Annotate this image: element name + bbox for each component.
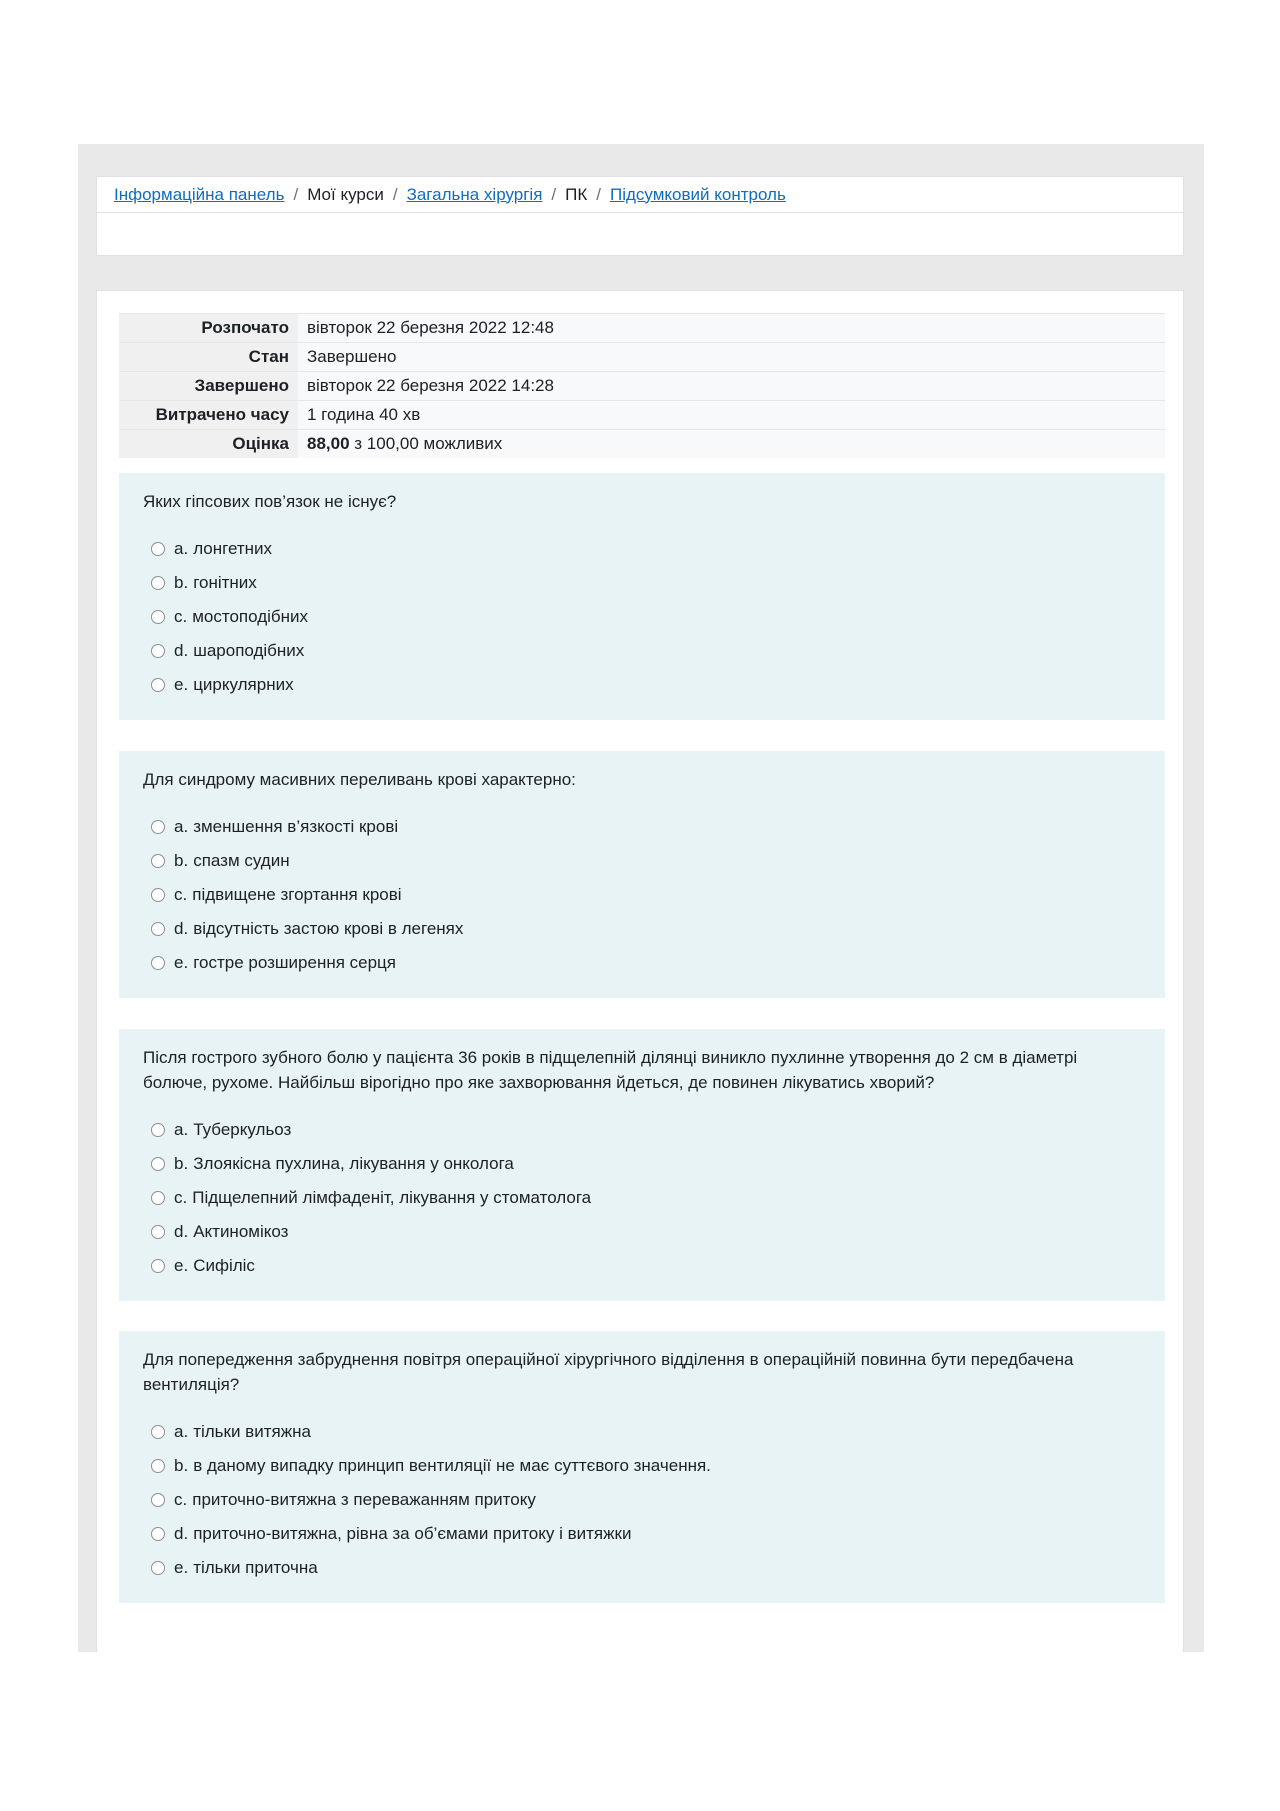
- radio-button[interactable]: [151, 1459, 165, 1473]
- answer-letter: a.: [174, 1120, 189, 1139]
- question-text: Для синдрому масивних переливань крові характерно:: [143, 770, 576, 789]
- answer-option[interactable]: [143, 634, 1141, 668]
- answer-text: мостоподібних: [192, 607, 309, 626]
- summary-value: 1 година 40 хв: [298, 401, 1165, 430]
- page-region: [78, 144, 1204, 1652]
- radio-button[interactable]: [151, 1123, 165, 1137]
- answer-option[interactable]: [143, 1113, 1141, 1147]
- answer-option[interactable]: [143, 810, 1141, 844]
- answer-letter: d.: [174, 919, 189, 938]
- answer-letter: d.: [174, 1222, 189, 1241]
- radio-button[interactable]: [151, 644, 165, 658]
- answer-text: тільки приточна: [193, 1558, 318, 1577]
- breadcrumb: [97, 177, 1183, 213]
- answer-text: спазм судин: [193, 851, 290, 870]
- question-card: [119, 1331, 1165, 1603]
- answer-letter: b.: [174, 1154, 189, 1173]
- radio-button[interactable]: [151, 956, 165, 970]
- summary-value: [298, 430, 1165, 459]
- answer-letter: a.: [174, 817, 189, 836]
- radio-button[interactable]: [151, 542, 165, 556]
- attempt-summary-table: [119, 313, 1165, 458]
- answer-text: зменшення в’язкості крові: [193, 817, 399, 836]
- answer-option[interactable]: [143, 1249, 1141, 1283]
- answer-text: Злоякісна пухлина, лікування у онколога: [193, 1154, 514, 1173]
- summary-label: Витрачено часу: [119, 401, 298, 430]
- summary-value: Завершено: [298, 343, 1165, 372]
- answer-option[interactable]: [143, 1517, 1141, 1551]
- answer-letter: b.: [174, 851, 189, 870]
- answer-letter: b.: [174, 1456, 189, 1475]
- breadcrumb-section: ПК: [565, 184, 588, 204]
- breadcrumb-my-courses: Мої курси: [307, 184, 384, 204]
- answer-text: приточно-витяжна, рівна за об’ємами притоку і витяжки: [193, 1524, 632, 1543]
- answer-text: Актиномікоз: [193, 1222, 289, 1241]
- radio-button[interactable]: [151, 854, 165, 868]
- answer-option[interactable]: [143, 878, 1141, 912]
- radio-button[interactable]: [151, 678, 165, 692]
- answer-option[interactable]: [143, 1215, 1141, 1249]
- answer-option[interactable]: [143, 600, 1141, 634]
- question-text: Після гострого зубного болю у пацієнта 36 років в підщелепній ділянці виникло пухлинне утворення до 2 см в діаметрі болюче, рухоме. Найбільш вірогідно про яке захворювання йдеться, де повинен лікуватись хворий?: [143, 1048, 1078, 1092]
- summary-value: вівторок 22 березня 2022 14:28: [298, 372, 1165, 401]
- answer-text: підвищене згортання крові: [192, 885, 402, 904]
- answer-text: Підщелепний лімфаденіт, лікування у стоматолога: [192, 1188, 592, 1207]
- breadcrumb-dashboard-link[interactable]: Інформаційна панель: [114, 184, 285, 204]
- answer-text: гонітних: [193, 573, 257, 592]
- summary-label: Розпочато: [119, 314, 298, 343]
- breadcrumb-separator: /: [551, 184, 557, 204]
- radio-button[interactable]: [151, 888, 165, 902]
- answer-letter: d.: [174, 1524, 189, 1543]
- answer-text: Сифіліс: [193, 1256, 255, 1275]
- radio-button[interactable]: [151, 1561, 165, 1575]
- answer-text: відсутність застою крові в легенях: [193, 919, 464, 938]
- answer-letter: e.: [174, 1558, 189, 1577]
- question-card: [119, 751, 1165, 998]
- answer-letter: c.: [174, 1188, 188, 1207]
- answer-text: приточно-витяжна з переважанням притоку: [192, 1490, 536, 1509]
- answer-option[interactable]: [143, 566, 1141, 600]
- summary-row-completed: [119, 372, 1165, 401]
- answer-letter: c.: [174, 885, 188, 904]
- radio-button[interactable]: [151, 1259, 165, 1273]
- quiz-review-content: [96, 290, 1184, 1652]
- breadcrumb-separator: /: [596, 184, 602, 204]
- breadcrumb-separator: /: [293, 184, 299, 204]
- answer-text: Туберкульоз: [193, 1120, 292, 1139]
- summary-label: Завершено: [119, 372, 298, 401]
- answer-letter: c.: [174, 1490, 188, 1509]
- answer-text: гостре розширення серця: [193, 953, 397, 972]
- grade-score: 88,00: [307, 434, 350, 453]
- answer-option[interactable]: [143, 1551, 1141, 1585]
- answer-option[interactable]: [143, 912, 1141, 946]
- answer-option[interactable]: [143, 532, 1141, 566]
- question-text: Для попередження забруднення повітря операційної хірургічного відділення в операційній повинна бути передбачена вентиляція?: [143, 1350, 1074, 1394]
- answer-text: циркулярних: [193, 675, 294, 694]
- breadcrumb-separator: /: [392, 184, 398, 204]
- radio-button[interactable]: [151, 1425, 165, 1439]
- answer-letter: a.: [174, 539, 189, 558]
- answer-option[interactable]: [143, 946, 1141, 980]
- question-text: Яких гіпсових пов’язок не існує?: [143, 492, 397, 511]
- summary-row-state: [119, 343, 1165, 372]
- answer-option[interactable]: [143, 1147, 1141, 1181]
- radio-button[interactable]: [151, 1493, 165, 1507]
- breadcrumb-quiz-link[interactable]: Підсумковий контроль: [610, 184, 786, 204]
- page-header: [96, 176, 1184, 256]
- answer-option[interactable]: [143, 844, 1141, 878]
- answer-option[interactable]: [143, 1449, 1141, 1483]
- answer-letter: b.: [174, 573, 189, 592]
- radio-button[interactable]: [151, 610, 165, 624]
- radio-button[interactable]: [151, 922, 165, 936]
- answer-text: шароподібних: [193, 641, 305, 660]
- summary-label: Оцінка: [119, 430, 298, 459]
- answer-letter: e.: [174, 675, 189, 694]
- answer-option[interactable]: [143, 1483, 1141, 1517]
- answer-letter: d.: [174, 641, 189, 660]
- radio-button[interactable]: [151, 1191, 165, 1205]
- answer-letter: c.: [174, 607, 188, 626]
- answer-option[interactable]: [143, 1415, 1141, 1449]
- answer-letter: e.: [174, 1256, 189, 1275]
- radio-button[interactable]: [151, 1225, 165, 1239]
- summary-row-started: [119, 314, 1165, 343]
- answer-text: в даному випадку принцип вентиляції не має суттєвого значення.: [193, 1456, 711, 1475]
- answer-option[interactable]: [143, 1181, 1141, 1215]
- summary-row-time-taken: [119, 401, 1165, 430]
- answer-option[interactable]: [143, 668, 1141, 702]
- answer-letter: a.: [174, 1422, 189, 1441]
- radio-button[interactable]: [151, 1157, 165, 1171]
- radio-button[interactable]: [151, 576, 165, 590]
- summary-row-grade: [119, 430, 1165, 459]
- radio-button[interactable]: [151, 820, 165, 834]
- question-card: [119, 1029, 1165, 1301]
- summary-label: Стан: [119, 343, 298, 372]
- question-card: [119, 473, 1165, 720]
- summary-value: вівторок 22 березня 2022 12:48: [298, 314, 1165, 343]
- answer-letter: e.: [174, 953, 189, 972]
- breadcrumb-course-link[interactable]: Загальна хірургія: [406, 184, 543, 204]
- radio-button[interactable]: [151, 1527, 165, 1541]
- answer-text: тільки витяжна: [193, 1422, 311, 1441]
- answer-text: лонгетних: [193, 539, 273, 558]
- grade-max: з 100,00 можливих: [354, 434, 503, 453]
